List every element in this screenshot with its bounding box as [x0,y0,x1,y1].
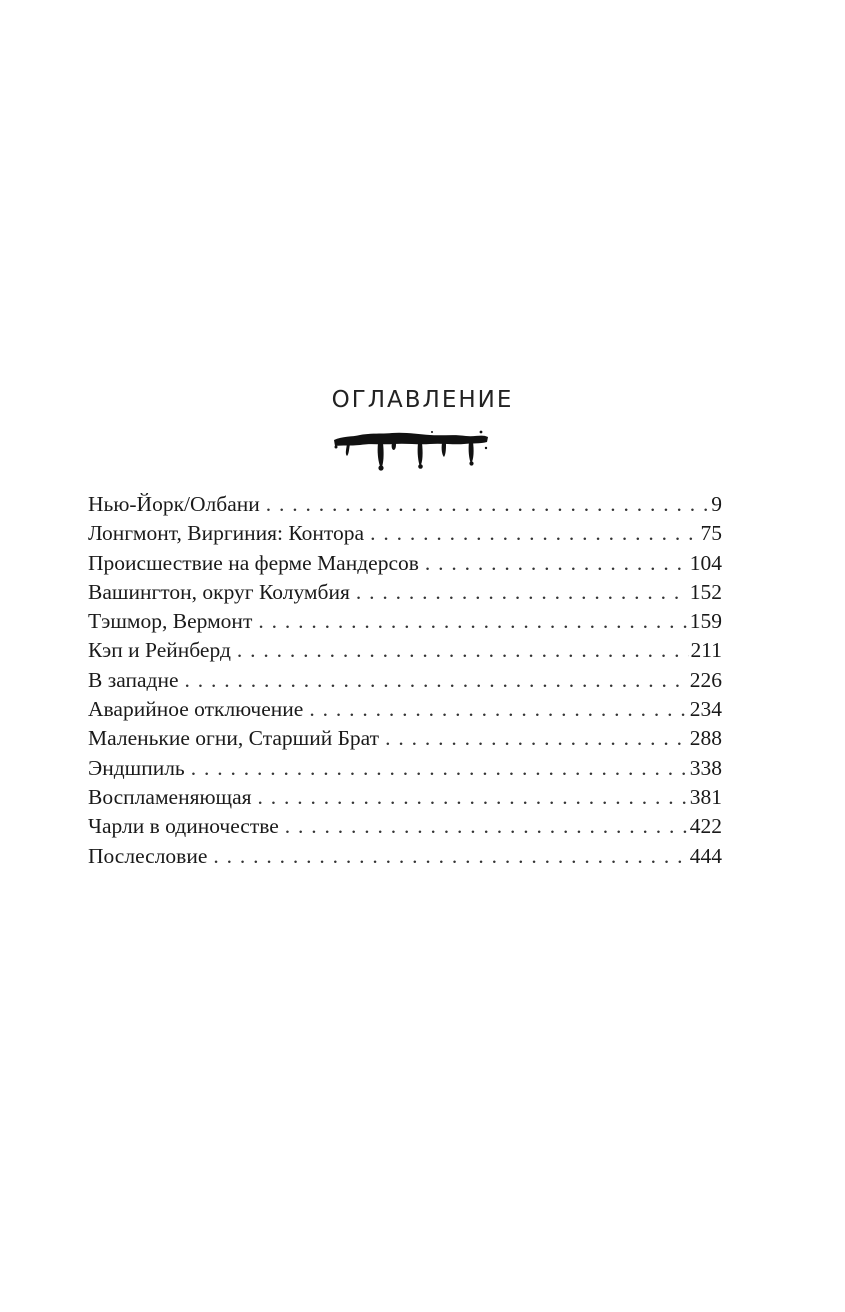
toc-entry-title: Эндшпиль [88,755,185,780]
dot-leader [213,842,687,871]
toc-entry-page: 159 [689,609,722,634]
toc-entry-title: Послесловие [88,843,208,868]
toc-entry-page: 338 [689,755,722,780]
toc-list [88,490,722,871]
toc-entry[interactable] [88,578,722,607]
toc-entry-page: 381 [689,784,722,809]
toc-entry-page: 104 [689,550,722,575]
toc-entry[interactable] [88,812,722,841]
toc-entry-title: Вашингтон, округ Колумбия [88,579,350,604]
toc-entry-title: Аварийное отключение [88,697,304,722]
toc-entry-title: Воспламеняющая [88,784,252,809]
toc-entry-page: 444 [689,843,722,868]
toc-entry-page: 422 [689,814,722,839]
dot-leader [185,666,688,695]
toc-heading: ОГЛАВЛЕНИЕ [331,387,514,413]
toc-entry-title: Лонгмонт, Виргиния: Контора [88,521,365,546]
toc-entry-page: 9 [711,492,722,516]
toc-entry-page: 234 [689,697,722,722]
toc-entry-page: 288 [689,726,722,751]
dot-leader [237,636,689,665]
toc-entry-title: Происшествие на ферме Мандерсов [88,550,419,575]
dot-leader [258,607,687,636]
toc-entry[interactable] [88,783,722,812]
toc-entry-title: Нью-Йорк/Олбани [88,492,260,516]
toc-entry[interactable] [88,695,722,724]
dot-leader [309,695,687,724]
toc-entry[interactable] [88,666,722,695]
toc-entry[interactable] [88,549,722,578]
dot-leader [285,812,688,841]
dot-leader [370,519,698,548]
toc-entry-title: Кэп и Рейнберд [88,638,231,663]
toc-entry[interactable] [88,724,722,753]
toc-entry-page: 75 [700,521,722,546]
toc-entry-title: Маленькие огни, Старший Брат [88,726,380,751]
dot-leader [266,490,710,519]
toc-entry[interactable] [88,754,722,783]
toc-entry-page: 211 [690,638,722,663]
dot-leader [191,754,688,783]
dot-leader [356,578,688,607]
toc-entry-page: 226 [689,667,722,692]
toc-entry[interactable] [88,636,722,665]
dot-leader [258,783,688,812]
toc-entry[interactable] [88,607,722,636]
toc-entry[interactable] [88,519,722,548]
dot-leader [425,549,688,578]
dot-leader [385,724,688,753]
toc-entry-title: Чарли в одиночестве [88,814,279,839]
toc-entry[interactable] [88,842,722,871]
toc-entry-title: Тэшмор, Вермонт [88,609,253,634]
toc-entry-title: В западне [88,667,179,692]
toc-entry-page: 152 [689,579,722,604]
toc-entry[interactable] [88,490,722,519]
ink-drip-ornament-icon [330,428,490,473]
